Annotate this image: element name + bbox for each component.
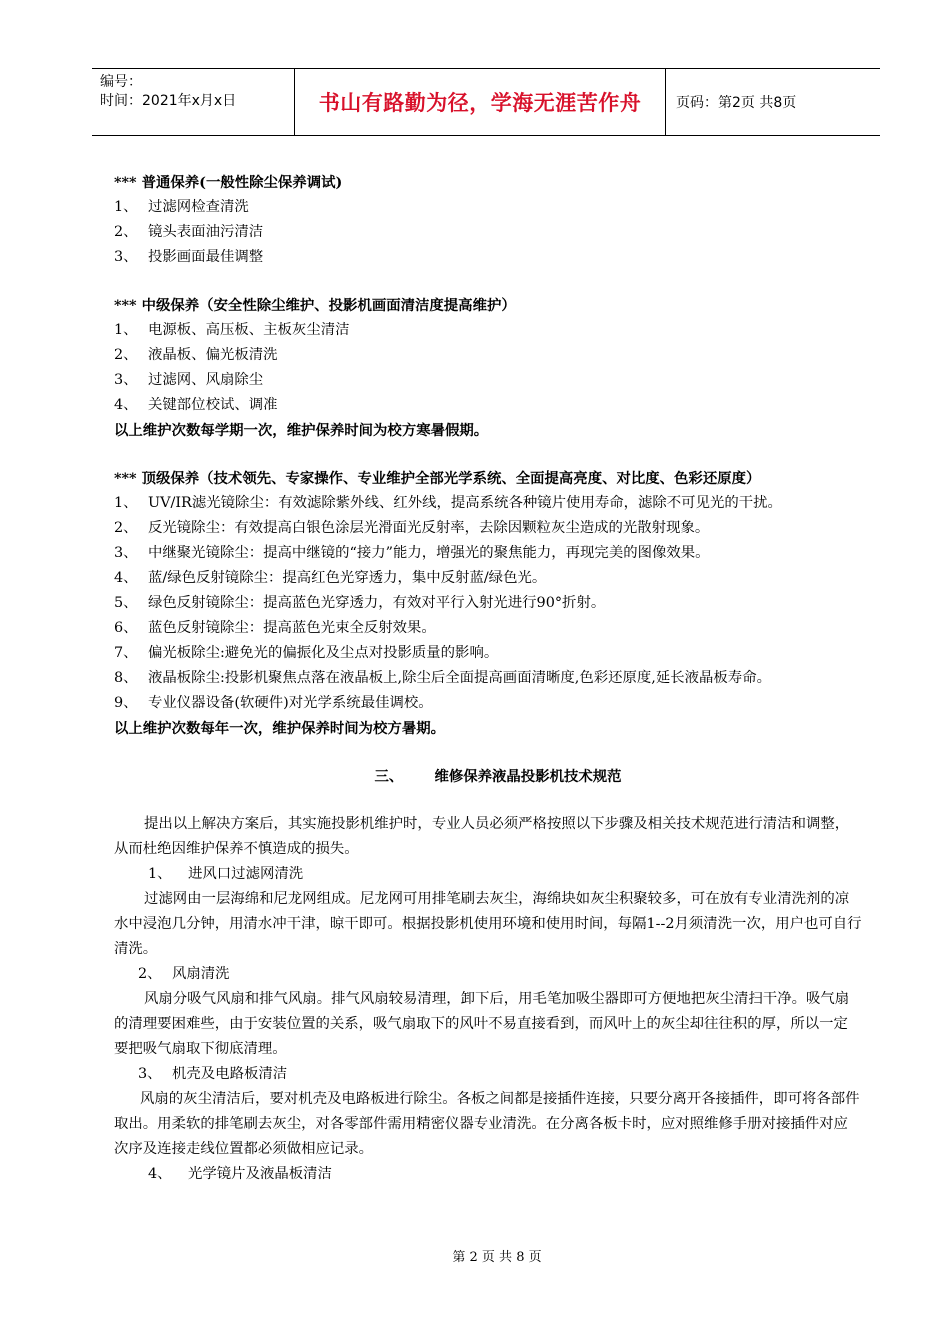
top-note: 以上维护次数每年一次，维护保养时间为校方暑期。 xyxy=(114,720,445,737)
list-item: 4、 关键部位校试、调准 xyxy=(114,397,278,413)
header-meta xyxy=(92,69,294,135)
list-item: 4、 蓝/绿色反射镜除尘：提高红色光穿透力，集中反射蓝/绿色光。 xyxy=(114,570,547,586)
list-item: 2、 镜头表面油污清洁 xyxy=(114,224,264,240)
list-item: 3、 过滤网、风扇除尘 xyxy=(114,372,264,388)
list-item: 3、 中继聚光镜除尘：提高中继镜的“接力”能力，增强光的聚焦能力，再现完美的图像效果。 xyxy=(114,545,710,561)
mid-heading: *** 中级保养（安全性除尘维护、投影机画面清洁度提高维护） xyxy=(114,297,516,314)
list-item: 1、 过滤网检查清洗 xyxy=(114,199,249,215)
time-label: 时间：2021年x月x日 xyxy=(100,93,237,109)
section-intro: 提出以上解决方案后，其实施投影机维护时，专业人员必须严格按照以下步骤及相关技术规范进行清洁和调整，从而杜绝因维护保养不慎造成的损失。 xyxy=(114,816,850,857)
header-motto-cell xyxy=(294,69,666,135)
list-item: 8、 液晶板除尘:投影机聚焦点落在液晶板上,除尘后全面提高画面清晰度,色彩还原度,延长液晶板寿命。 xyxy=(114,670,771,686)
motto-text: 书山有路勤为径，学海无涯苦作舟 xyxy=(318,90,642,115)
spacer xyxy=(114,270,862,293)
list-item: 6、 蓝色反射镜除尘：提高蓝色光束全反射效果。 xyxy=(114,620,436,636)
list-item: 1、 UV/IR滤光镜除尘：有效滤除紫外线、红外线，提高系统各种镜片使用寿命，滤除不可见光的干扰。 xyxy=(114,495,782,511)
section-title-text: 维修保养液晶投影机技术规范 xyxy=(434,768,622,785)
mid-note: 以上维护次数每学期一次，维护保养时间为校方寒暑假期。 xyxy=(114,422,489,439)
list-item: 9、 专业仪器设备(软硬件)对光学系统最佳调校。 xyxy=(114,695,433,711)
step-text: 过滤网由一层海绵和尼龙网组成。尼龙网可用排笔刷去灰尘，海绵块如灰尘积聚较多，可在放有专业清洗剂的凉水中浸泡几分钟，用清水冲干津，晾干即可。根据投影机使用环境和使用时间，每隔1--2月须清洗一次，用户也可自行清洗。 xyxy=(114,891,862,957)
section-number: 三、 xyxy=(374,768,404,785)
step-title: 4、 光学镜片及液晶板清洁 xyxy=(148,1166,332,1182)
list-item: 2、 液晶板、偏光板清洗 xyxy=(114,347,278,363)
step-text: 风扇分吸气风扇和排气风扇。排气风扇较易清理，卸下后，用毛笔加吸尘器即可方便地把灰尘清扫干净。吸气扇的清理要困难些，由于安装位置的关系，吸气扇取下的风叶不易直接看到，而风叶上的灰尘却往往积的厚，所以一定要把吸气扇取下彻底清理。 xyxy=(114,991,850,1057)
header-page-cell xyxy=(666,69,880,135)
document-body xyxy=(114,170,862,1187)
spacer xyxy=(114,741,862,764)
page-header xyxy=(92,68,880,136)
list-item: 3、 投影画面最佳调整 xyxy=(114,249,264,265)
section-title xyxy=(114,764,862,789)
page-footer: 第 2 页 共 8 页 xyxy=(452,1250,542,1265)
list-item: 5、 绿色反射镜除尘：提高蓝色光穿透力，有效对平行入射光进行90°折射。 xyxy=(114,595,606,611)
number-label: 编号： xyxy=(100,74,142,90)
page-label: 页码：第2页 共8页 xyxy=(676,95,797,111)
spacer xyxy=(114,443,862,466)
top-heading: *** 顶级保养（技术领先、专家操作、专业维护全部光学系统、全面提高亮度、对比度、色彩还原度） xyxy=(114,470,761,487)
step-title: 2、 风扇清洗 xyxy=(138,966,230,982)
step-text: 风扇的灰尘清洁后，要对机壳及电路板进行除尘。各板之间都是接插件连接，只要分离开各接插件，即可将各部件取出。用柔软的排笔刷去灰尘，对各零部件需用精密仪器专业清洗。在分离各板卡时，应对照维修手册对接插件对应次序及连接走线位置都必须做相应记录。 xyxy=(114,1091,860,1157)
step-title: 1、 进风口过滤网清洗 xyxy=(148,866,304,882)
list-item: 7、 偏光板除尘:避免光的偏振化及尘点对投影质量的影响。 xyxy=(114,645,499,661)
list-item: 2、 反光镜除尘：有效提高白银色涂层光滑面光反射率，去除因颗粒灰尘造成的光散射现象。 xyxy=(114,520,710,536)
list-item: 1、 电源板、高压板、主板灰尘清洁 xyxy=(114,322,350,338)
step-title: 3、 机壳及电路板清洁 xyxy=(138,1066,288,1082)
spacer xyxy=(114,789,862,812)
basic-heading: *** 普通保养(一般性除尘保养调试) xyxy=(114,174,343,191)
